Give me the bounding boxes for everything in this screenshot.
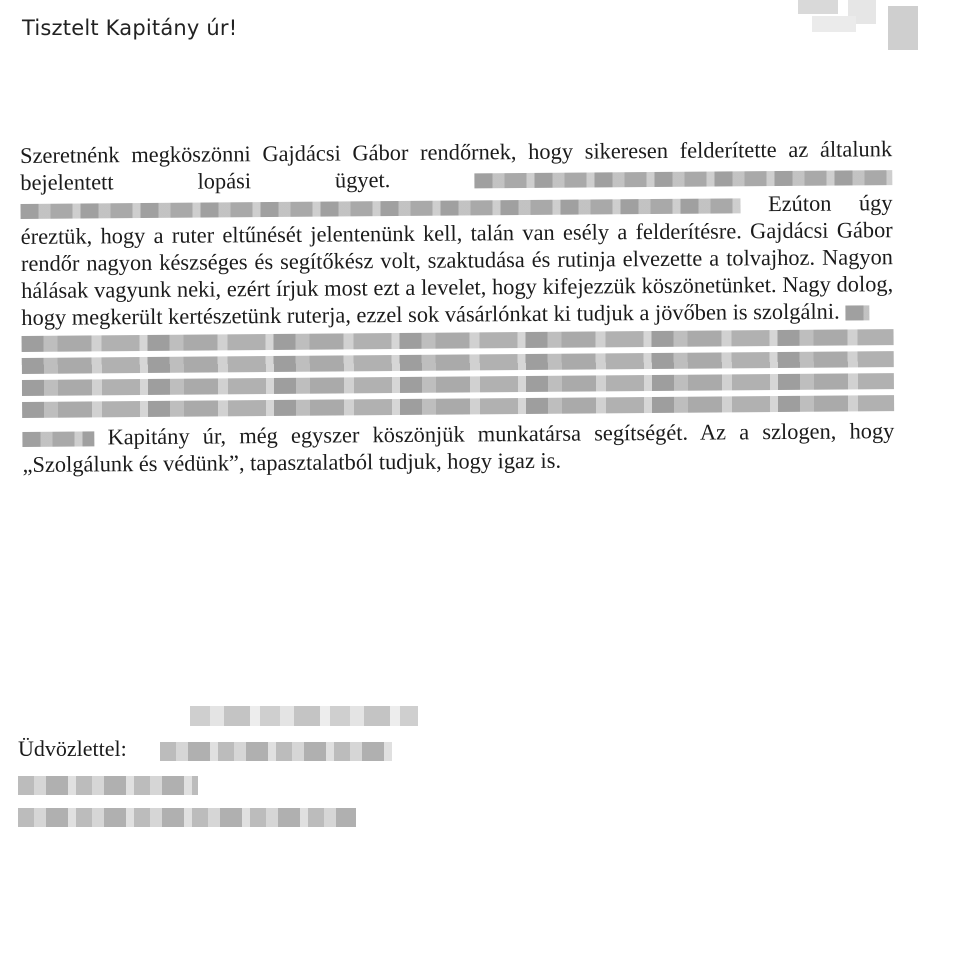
body-text-intro: Szeretnénk megköszönni Gajdácsi Gábor rendőrnek, hogy sikeresen felderítette az általunk bejelentett lopási ügyet. xyxy=(20,136,893,195)
body-paragraph-closing xyxy=(22,417,894,478)
redacted-sender-name xyxy=(160,742,392,761)
redacted-sender-address xyxy=(18,808,356,827)
redacted-corner-mark xyxy=(792,0,922,52)
body-paragraph xyxy=(20,135,893,331)
salutation: Tisztelt Kapitány úr! xyxy=(22,16,238,40)
redacted-line xyxy=(22,329,894,352)
redacted-text xyxy=(474,170,892,188)
redacted-line xyxy=(22,395,894,418)
redacted-text xyxy=(20,198,740,219)
body-text-main: Ezúton úgy éreztük, hogy a ruter eltűnését jelentenünk kell, talán van esély a felderítésre. Gajdácsi Gábor rendőr nagyon készséges és segítőkész volt, szaktudása és rutinja elvezette a tolvajhoz. Nagyon hálásak vagyunk neki, ezért írjuk most ezt a levelet, hogy kifejezzük köszönetünket. Nagy dolog, hogy megkerült kertészetünk ruterja, ezzel sok vásárlónkat ki tudjuk a jövőben is szolgálni. xyxy=(20,190,894,330)
body-text-thanks: Kapitány úr, még egyszer köszönjük munkatársa segítségét. Az a szlogen, hogy „Szolgálunk és védünk”, tapasztalatból tudjuk, hogy igaz is. xyxy=(22,418,895,477)
redacted-line xyxy=(22,373,894,396)
letter-body xyxy=(20,135,895,478)
redacted-text xyxy=(22,431,94,447)
redacted-line xyxy=(22,351,894,374)
redacted-text xyxy=(845,305,869,320)
redacted-sender-role xyxy=(18,776,198,795)
closing-label: Üdvözlettel: xyxy=(18,736,127,761)
signature-blurred xyxy=(190,706,418,726)
